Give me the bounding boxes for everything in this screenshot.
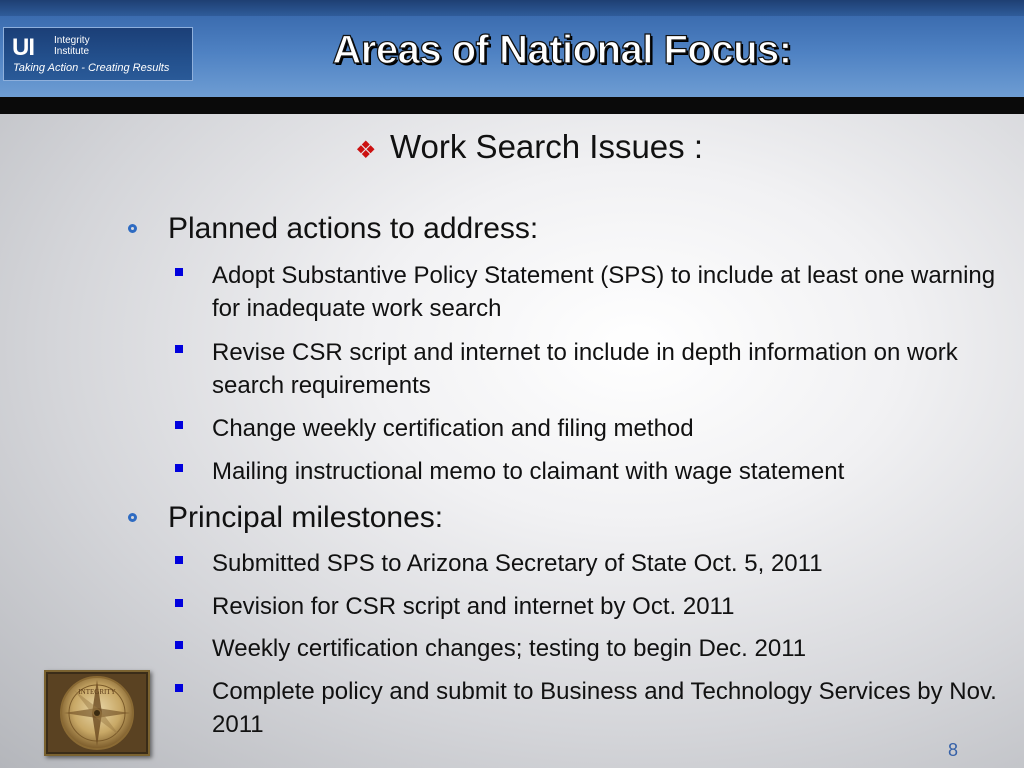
logo-mark: UI <box>12 34 34 61</box>
circle-bullet-icon <box>128 513 137 522</box>
square-bullet-icon <box>175 464 183 472</box>
square-bullet-icon <box>175 345 183 353</box>
logo-name-line2: Institute <box>54 46 90 57</box>
list-item-text: Weekly certification changes; testing to begin Dec. 2011 <box>212 635 807 662</box>
list-item-text: Complete policy and submit to Business and Technology Services by Nov. 2011 <box>212 678 997 738</box>
header-topline <box>0 0 1024 16</box>
logo-tagline: Taking Action - Creating Results <box>13 62 170 74</box>
compass-image <box>44 670 150 756</box>
square-bullet-icon <box>175 268 183 276</box>
logo-name <box>54 35 90 57</box>
list-item-text: Change weekly certification and filing method <box>212 415 694 442</box>
header-divider <box>0 97 1024 114</box>
subtitle-text: Work Search Issues : <box>390 128 704 165</box>
square-bullet-icon <box>175 556 183 564</box>
logo-name-line1: Integrity <box>54 35 90 46</box>
slide-title: Areas of National Focus: <box>332 28 792 72</box>
square-bullet-icon <box>175 599 183 607</box>
ui-integrity-institute-logo <box>3 27 193 81</box>
square-bullet-icon <box>175 641 183 649</box>
list-item-text: Revision for CSR script and internet by Oct. 2011 <box>212 593 735 620</box>
list-item-text: Submitted SPS to Arizona Secretary of State Oct. 5, 2011 <box>212 550 823 577</box>
section-heading-text: Planned actions to address: <box>168 212 539 245</box>
section-heading-text: Principal milestones: <box>168 501 444 534</box>
list-item-text: Revise CSR script and internet to include in depth information on work search requirements <box>212 339 958 399</box>
diamond-bullet-icon: ❖ <box>355 137 377 164</box>
square-bullet-icon <box>175 421 183 429</box>
square-bullet-icon <box>175 684 183 692</box>
list-item-text: Mailing instructional memo to claimant with wage statement <box>212 458 845 485</box>
svg-text:INTEGRITY: INTEGRITY <box>78 688 116 696</box>
compass-icon <box>44 670 150 756</box>
circle-bullet-icon <box>128 224 137 233</box>
list-item-text: Adopt Substantive Policy Statement (SPS) to include at least one warning for inadequate work search <box>212 262 996 322</box>
page-number: 8 <box>948 740 959 760</box>
